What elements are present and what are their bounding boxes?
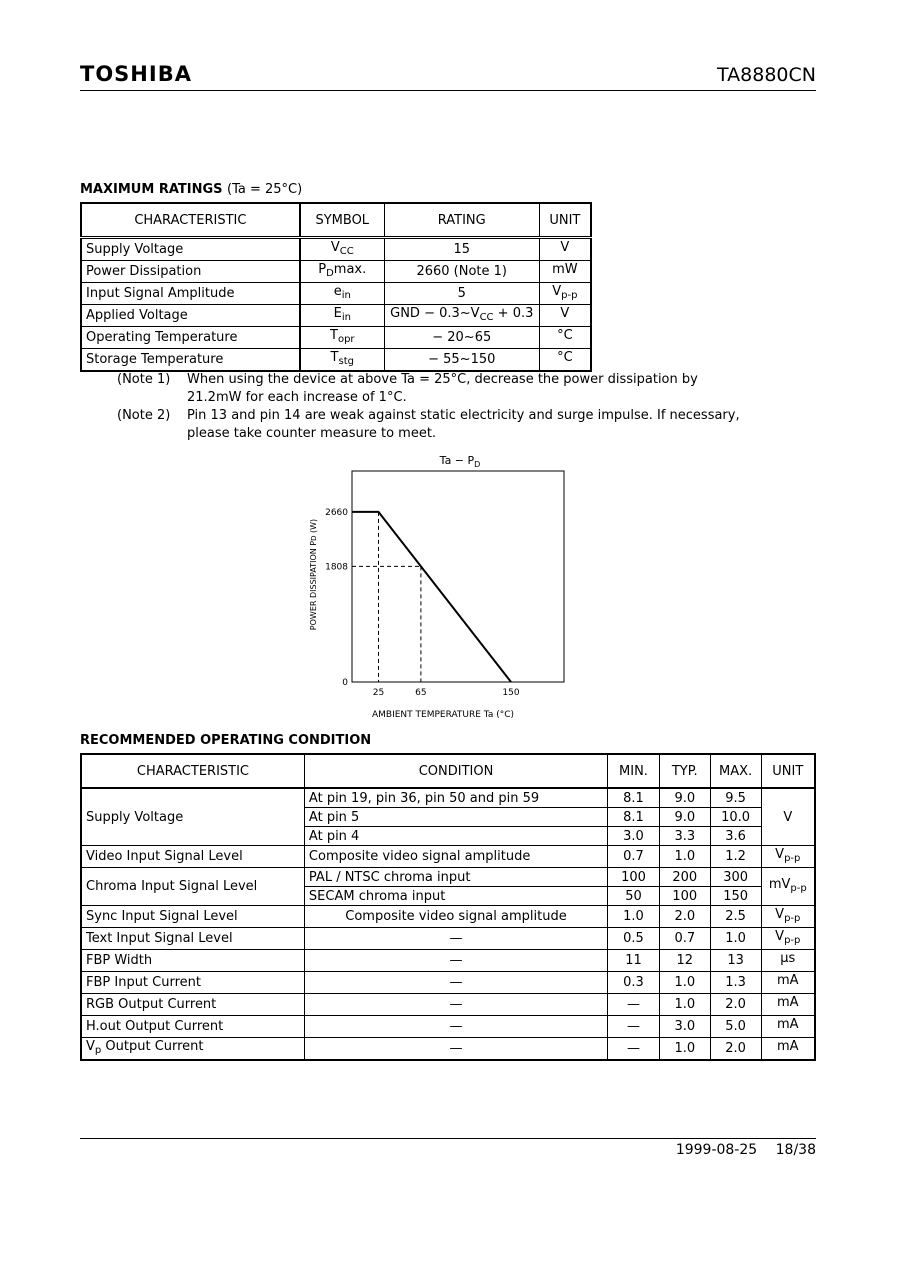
unit-main: mA (776, 995, 799, 1010)
symbol-main: V (330, 240, 340, 255)
characteristic-sub: p (94, 1045, 102, 1056)
typ-cell: 100 (659, 887, 710, 906)
symbol-main: e (333, 284, 342, 299)
min-cell: 100 (608, 868, 660, 887)
max-cell: 2.0 (710, 994, 761, 1016)
col-unit: UNIT (761, 754, 815, 788)
unit-main: V (775, 847, 785, 862)
y-axis-label (309, 519, 318, 630)
col-symbol: SYMBOL (300, 203, 385, 238)
footer-date: 1999-08-25 (675, 1142, 758, 1158)
unit-sub: p-p (784, 853, 801, 864)
min-cell: — (608, 994, 660, 1016)
symbol-sub: D (326, 268, 334, 279)
note-2-label: (Note 2) (117, 408, 171, 423)
note-1-label: (Note 1) (117, 372, 171, 387)
max-cell: 1.2 (710, 846, 761, 868)
characteristic-cell: H.out Output Current (81, 1016, 304, 1038)
characteristic-cell: Supply Voltage (81, 788, 304, 846)
rating-main: 2660 (Note 1) (416, 264, 508, 279)
col-condition: CONDITION (304, 754, 607, 788)
min-cell: 8.1 (608, 808, 660, 827)
condition-cell: At pin 19, pin 36, pin 50 and pin 59 (304, 788, 607, 808)
rec-op-table (80, 753, 816, 1061)
rating-main: − 20~65 (432, 330, 492, 345)
symbol-main: P (318, 262, 327, 277)
characteristic-cell: FBP Input Current (81, 972, 304, 994)
unit-main: V (560, 240, 570, 255)
derating-line (352, 512, 511, 682)
min-cell: 0.7 (608, 846, 660, 868)
characteristic-cell: Supply Voltage (81, 238, 300, 261)
col-min: MIN. (608, 754, 660, 788)
y-tick-label: 2660 (325, 507, 348, 518)
unit-main: V (560, 306, 570, 321)
col-typ: TYP. (659, 754, 710, 788)
condition-cell: At pin 5 (304, 808, 607, 827)
unit-main: mA (776, 1039, 799, 1054)
chart-title-sub: D (474, 460, 481, 469)
condition-cell: — (304, 994, 607, 1016)
col-characteristic: CHARACTERISTIC (81, 203, 300, 238)
symbol-main: T (330, 328, 338, 343)
footer (662, 1142, 816, 1158)
min-cell: 11 (608, 950, 660, 972)
note-1-text: When using the device at above Ta = 25°C, decrease the power dissipation by 21.2mW for each increase of 1°C. (187, 372, 698, 405)
unit-main: mV (768, 877, 791, 892)
condition-cell: Composite video signal amplitude (304, 846, 607, 868)
characteristic-main: V (86, 1039, 95, 1054)
table-row (81, 1038, 815, 1061)
rating-main: GND − 0.3~V (390, 306, 480, 321)
condition-cell: Composite video signal amplitude (304, 906, 607, 928)
table-row (81, 994, 815, 1016)
typ-cell: 1.0 (659, 846, 710, 868)
max-cell: 13 (710, 950, 761, 972)
max-ratings-condition: (Ta = 25°C) (227, 182, 303, 197)
typ-cell: 0.7 (659, 928, 710, 950)
characteristic-cell: Storage Temperature (81, 349, 300, 372)
typ-cell: 3.3 (659, 827, 710, 846)
condition-cell: At pin 4 (304, 827, 607, 846)
condition-cell: — (304, 950, 607, 972)
rating-main: 5 (457, 286, 466, 301)
symbol-sub: stg (338, 356, 354, 367)
y-axis-label-main: POWER DISSIPATION P (309, 540, 318, 631)
characteristic-cell: Sync Input Signal Level (81, 906, 304, 928)
condition-cell: PAL / NTSC chroma input (304, 868, 607, 887)
condition-cell: — (304, 972, 607, 994)
unit-sub: p-p (790, 883, 807, 894)
y-axis-label-sub: D (310, 535, 318, 541)
max-ratings-heading: MAXIMUM RATINGS (80, 182, 223, 197)
rec-op-title: RECOMMENDED OPERATING CONDITION (80, 733, 372, 748)
table-row (81, 906, 815, 928)
condition-cell: SECAM chroma input (304, 887, 607, 906)
unit-cell (761, 972, 815, 994)
min-cell: 0.5 (608, 928, 660, 950)
rating-main: − 55~150 (428, 352, 496, 367)
table-row (81, 928, 815, 950)
max-cell: 1.3 (710, 972, 761, 994)
col-unit: UNIT (539, 203, 591, 238)
typ-cell: 9.0 (659, 808, 710, 827)
min-cell: — (608, 1038, 660, 1061)
table-row (81, 972, 815, 994)
col-characteristic: CHARACTERISTIC (81, 754, 304, 788)
x-tick-label: 65 (415, 688, 427, 698)
max-cell: 9.5 (710, 788, 761, 808)
unit-cell (761, 950, 815, 972)
symbol-tail: max. (333, 262, 367, 277)
symbol-sub: CC (339, 246, 354, 257)
unit-sub: p-p (784, 935, 801, 946)
min-cell: 0.3 (608, 972, 660, 994)
typ-cell: 1.0 (659, 1038, 710, 1061)
max-cell: 10.0 (710, 808, 761, 827)
characteristic-cell: Operating Temperature (81, 327, 300, 349)
unit-cell: V (761, 788, 815, 846)
chart-title (439, 454, 481, 469)
unit-cell (761, 868, 815, 906)
characteristic-cell: Power Dissipation (81, 261, 300, 283)
table-row (81, 868, 815, 887)
max-cell: 2.0 (710, 1038, 761, 1061)
typ-cell: 12 (659, 950, 710, 972)
table-row (81, 788, 815, 808)
unit-cell (761, 928, 815, 950)
x-axis-label: AMBIENT TEMPERATURE Ta (°C) (371, 710, 515, 720)
note-2-text: Pin 13 and pin 14 are weak against static electricity and surge impulse. If necessary, please take counter measure to meet. (187, 408, 740, 441)
unit-main: °C (557, 350, 573, 365)
x-tick-label: 150 (502, 688, 520, 698)
unit-main: V (775, 907, 785, 922)
symbol-sub: in (341, 312, 351, 323)
col-max: MAX. (710, 754, 761, 788)
col-rating: RATING (384, 203, 539, 238)
min-cell: 8.1 (608, 788, 660, 808)
unit-sub: p-p (784, 913, 801, 924)
min-cell: 1.0 (608, 906, 660, 928)
rating-main: 15 (453, 242, 471, 257)
plot-frame (352, 471, 564, 682)
max-cell: 2.5 (710, 906, 761, 928)
typ-cell: 1.0 (659, 994, 710, 1016)
condition-cell: — (304, 928, 607, 950)
y-tick-label: 0 (342, 678, 348, 688)
typ-cell: 1.0 (659, 972, 710, 994)
part-number: TA8880CN (717, 64, 816, 86)
max-cell: 300 (710, 868, 761, 887)
unit-main: mA (776, 1017, 799, 1032)
chart-title-main: Ta − P (439, 454, 475, 467)
x-tick-label: 25 (372, 688, 385, 698)
condition-cell: — (304, 1038, 607, 1061)
unit-main: mW (552, 262, 578, 277)
rec-op-header-row (81, 754, 815, 788)
unit-main: V (552, 284, 562, 299)
max-cell: 1.0 (710, 928, 761, 950)
unit-main: mA (776, 973, 799, 988)
characteristic-cell: Chroma Input Signal Level (81, 868, 304, 906)
unit-sub: p-p (561, 290, 578, 301)
symbol-main: E (333, 306, 342, 321)
unit-cell (761, 1038, 815, 1061)
condition-cell: — (304, 1016, 607, 1038)
min-cell: 50 (608, 887, 660, 906)
unit-cell (761, 906, 815, 928)
unit-cell (761, 846, 815, 868)
table-row (81, 1016, 815, 1038)
brand-logo: TOSHIBA (80, 62, 192, 86)
min-cell: — (608, 1016, 660, 1038)
characteristic-cell: FBP Width (81, 950, 304, 972)
min-cell: 3.0 (608, 827, 660, 846)
table-row (81, 846, 815, 868)
unit-main: °C (557, 328, 573, 343)
max-cell: 3.6 (710, 827, 761, 846)
symbol-sub: in (341, 290, 351, 301)
footer-page: 18/38 (775, 1142, 816, 1158)
characteristic-cell: Video Input Signal Level (81, 846, 304, 868)
y-axis-label-unit: (W) (309, 518, 318, 536)
unit-main: μs (780, 951, 796, 966)
typ-cell: 3.0 (659, 1016, 710, 1038)
characteristic-cell: Input Signal Amplitude (81, 283, 300, 305)
typ-cell: 2.0 (659, 906, 710, 928)
unit-cell (761, 994, 815, 1016)
table-row (81, 950, 815, 972)
typ-cell: 200 (659, 868, 710, 887)
characteristic-cell: Text Input Signal Level (81, 928, 304, 950)
characteristic-cell: RGB Output Current (81, 994, 304, 1016)
characteristic-cell: Applied Voltage (81, 305, 300, 327)
typ-cell: 9.0 (659, 788, 710, 808)
characteristic-tail: Output Current (101, 1039, 204, 1054)
footer-rule (80, 1138, 816, 1139)
y-tick-label: 1808 (325, 562, 348, 573)
symbol-sub: opr (337, 334, 355, 345)
max-cell: 150 (710, 887, 761, 906)
rating-sub: CC (479, 312, 494, 323)
characteristic-cell (81, 1038, 304, 1061)
rating-tail: + 0.3 (493, 306, 534, 321)
symbol-main: T (330, 350, 339, 365)
unit-cell (761, 1016, 815, 1038)
unit-main: V (775, 929, 785, 944)
max-cell: 5.0 (710, 1016, 761, 1038)
